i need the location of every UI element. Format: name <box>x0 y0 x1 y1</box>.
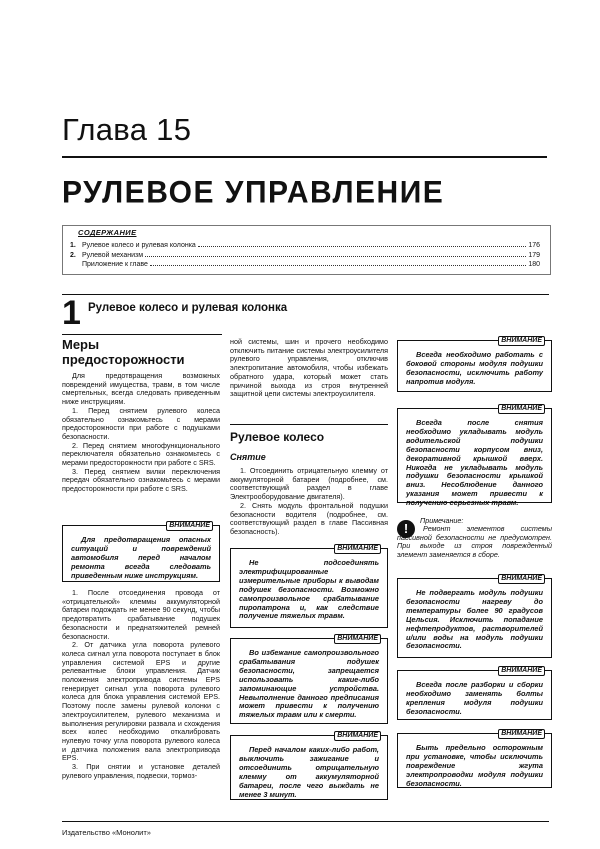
warning-text: Не подвергать модуль подушки безопасности нагреву до температуры более 90 градусов Цельсия. Исключить попадание нефтепродуктов, растворителей и/или воды на модуль подушки безопасности. <box>406 588 543 651</box>
toc-heading: СОДЕРЖАНИЕ <box>78 228 137 237</box>
section-number: 1 <box>62 294 81 332</box>
paragraph: 1. Перед снятием рулевого колеса обязательно ознакомьтесь с мерами предосторожности при работе с подушками безопасности. <box>62 405 220 441</box>
warning-label: ВНИМАНИЕ <box>498 729 545 739</box>
warning-label: ВНИМАНИЕ <box>334 544 381 554</box>
warning-box <box>397 405 552 508</box>
text-block <box>62 372 220 494</box>
chapter-title: РУЛЕВОЕ УПРАВЛЕНИЕ <box>62 175 445 210</box>
exclamation-icon: ! <box>397 520 415 538</box>
warning-box <box>230 635 388 724</box>
heading: предосторожности <box>62 352 185 367</box>
heading: Меры <box>62 337 100 352</box>
toc-item-number: 1. <box>70 242 76 249</box>
section-title: Рулевое колесо и рулевая колонка <box>88 302 288 314</box>
paragraph: 2. От датчика угла поворота рулевого колеса сигнал угла поворота поступает в блок управления системой EPS и другие релевантные блоки управления. Датчик положения электропривода системы EPS генерирует сигнал угла поворота рулевого колеса для блока управления системой EPS. Поэтому после замены рулевой колонки с электроусилителем, рулевого механизма и выполнения регулировки развала и схождения всех колес необходимо откалибровать нулевую точку угла поворота рулевого колеса и датчика положения вала электропривода EPS. <box>62 640 220 763</box>
note-heading: Примечание: <box>420 516 464 525</box>
warning-text: Всегда необходимо работать с боковой стороны модуля подушки безопасности, исключить работу напротив модуля. <box>406 350 543 386</box>
heading: Рулевое колесо <box>230 430 325 444</box>
toc-item-page: 176 <box>528 242 540 249</box>
paragraph: 1. После отсоединения провода от «отрицательной» клеммы аккумуляторной батареи подождать не менее 90 секунд, чтобы предотвратить срабатывание подушек безопасности и преднатяжителей ремней безопасности. <box>62 588 220 641</box>
warning-label: ВНИМАНИЕ <box>498 336 545 346</box>
warning-text: Для предотвращения опасных ситуаций и повреждений автомобиля перед началом ремонта всегда следовать приведенным ниже инструкциям. <box>71 535 211 580</box>
warning-box <box>62 522 220 582</box>
paragraph: 1. Отсоединить отрицательную клемму от аккумуляторной батареи (подробнее, см. соответствующий раздел в главе Электрооборудование двигателя). <box>230 466 388 502</box>
text-block <box>230 467 388 537</box>
warning-text: Во избежание самопроизвольного срабатывания подушек безопасности, запрещается использовать какие-либо запоминающие устройства. Невыполнение данного предписания может привести к получению тяжелых травм или к смерти. <box>239 648 379 720</box>
divider <box>230 424 388 425</box>
publisher-footer: Издательство «Монолит» <box>62 828 151 837</box>
toc-item[interactable] <box>70 251 540 259</box>
divider <box>62 334 222 335</box>
paragraph: 2. Перед снятием многофункционального переключателя обязательно ознакомьтесь с мерами предосторожности при работе с SRS. <box>62 440 220 468</box>
toc-item-number: 2. <box>70 252 76 259</box>
warning-label: ВНИМАНИЕ <box>498 666 545 676</box>
warning-box <box>397 667 552 720</box>
text-block <box>230 338 388 399</box>
warning-box <box>397 575 552 658</box>
warning-text: Не подсоединять электрифицированные измерительные приборы к выводам подушек безопасности. Возможно самопроизвольное срабатывание пиропатрона и, как следствие получение тяжелых травм. <box>239 558 379 621</box>
warning-text: Быть предельно осторожным при установке, чтобы исключить повреждение жгута электропроводки модуля подушки безопасности. <box>406 743 543 788</box>
paragraph: Ремонт элементов системы пассивной безопасности не предусмотрен. При выходе из строя поврежденный элемент заменяется в сборе. <box>397 524 552 560</box>
divider <box>62 156 547 158</box>
paragraph: Для предотвращения возможных повреждений имущества, травм, в том числе смертельных, всегда следовать приведенным ниже инструкциям. <box>62 371 220 407</box>
toc-item-label: Приложение к главе <box>82 261 148 268</box>
chapter-number: Глава 15 <box>62 112 192 147</box>
toc-item-label: Рулевой механизм <box>82 252 144 259</box>
warning-label: ВНИМАНИЕ <box>166 521 213 531</box>
warning-label: ВНИМАНИЕ <box>498 574 545 584</box>
warning-box <box>230 545 388 628</box>
paragraph: 3. При снятии и установке деталей рулевого управления, подвески, тормоз- <box>62 762 220 780</box>
paragraph: 3. Перед снятием вилки переключения передач обязательно ознакомьтесь с мерами предосторожности при работе с SRS. <box>62 466 220 494</box>
warning-box <box>230 732 388 800</box>
warning-label: ВНИМАНИЕ <box>334 634 381 644</box>
warning-text: Всегда после снятия необходимо укладывать модуль водительской подушки безопасности корпусом вниз, декоративной крышкой вверх. Никогда не укладывать модуль подушки безопасности крышкой вниз. Несоблюдение данного указания может привести к получению серьезных травм. <box>406 418 543 508</box>
toc-item[interactable] <box>70 260 540 268</box>
toc-item-label: Рулевое колесо и рулевая колонка <box>82 242 196 249</box>
paragraph: 2. Снять модуль фронтальной подушки безопасности водителя (подробнее, см. соответствующий раздел в главе Пассивная безопасность). <box>230 500 388 536</box>
warning-label: ВНИМАНИЕ <box>334 731 381 741</box>
toc-item[interactable] <box>70 241 540 249</box>
paragraph: ной системы, шин и прочего необходимо отключить питание системы электроусилителя рулевого управления, отключив электропитание автомобиля, чтобы избежать обратного удара, который может стать причиной выхода из строя внутренней защитной цепи системы электроусилителя. <box>230 337 388 399</box>
divider <box>62 821 549 822</box>
warning-label: ВНИМАНИЕ <box>498 404 545 414</box>
toc-item-page: 179 <box>528 252 540 259</box>
warning-text: Перед началом каких-либо работ, выключить зажигание и отсоединить отрицательную клемму от аккумуляторной батареи, после чего выждать не менее 3 минут. <box>239 745 379 799</box>
warning-box <box>397 337 552 392</box>
text-block <box>62 589 220 780</box>
toc-item-page: 180 <box>528 261 540 268</box>
note-text <box>397 525 552 560</box>
warning-text: Всегда после разборки и сборки необходимо заменять болты крепления модуля подушки безопасности. <box>406 680 543 716</box>
subheading: Снятие <box>230 452 266 462</box>
warning-box <box>397 730 552 788</box>
